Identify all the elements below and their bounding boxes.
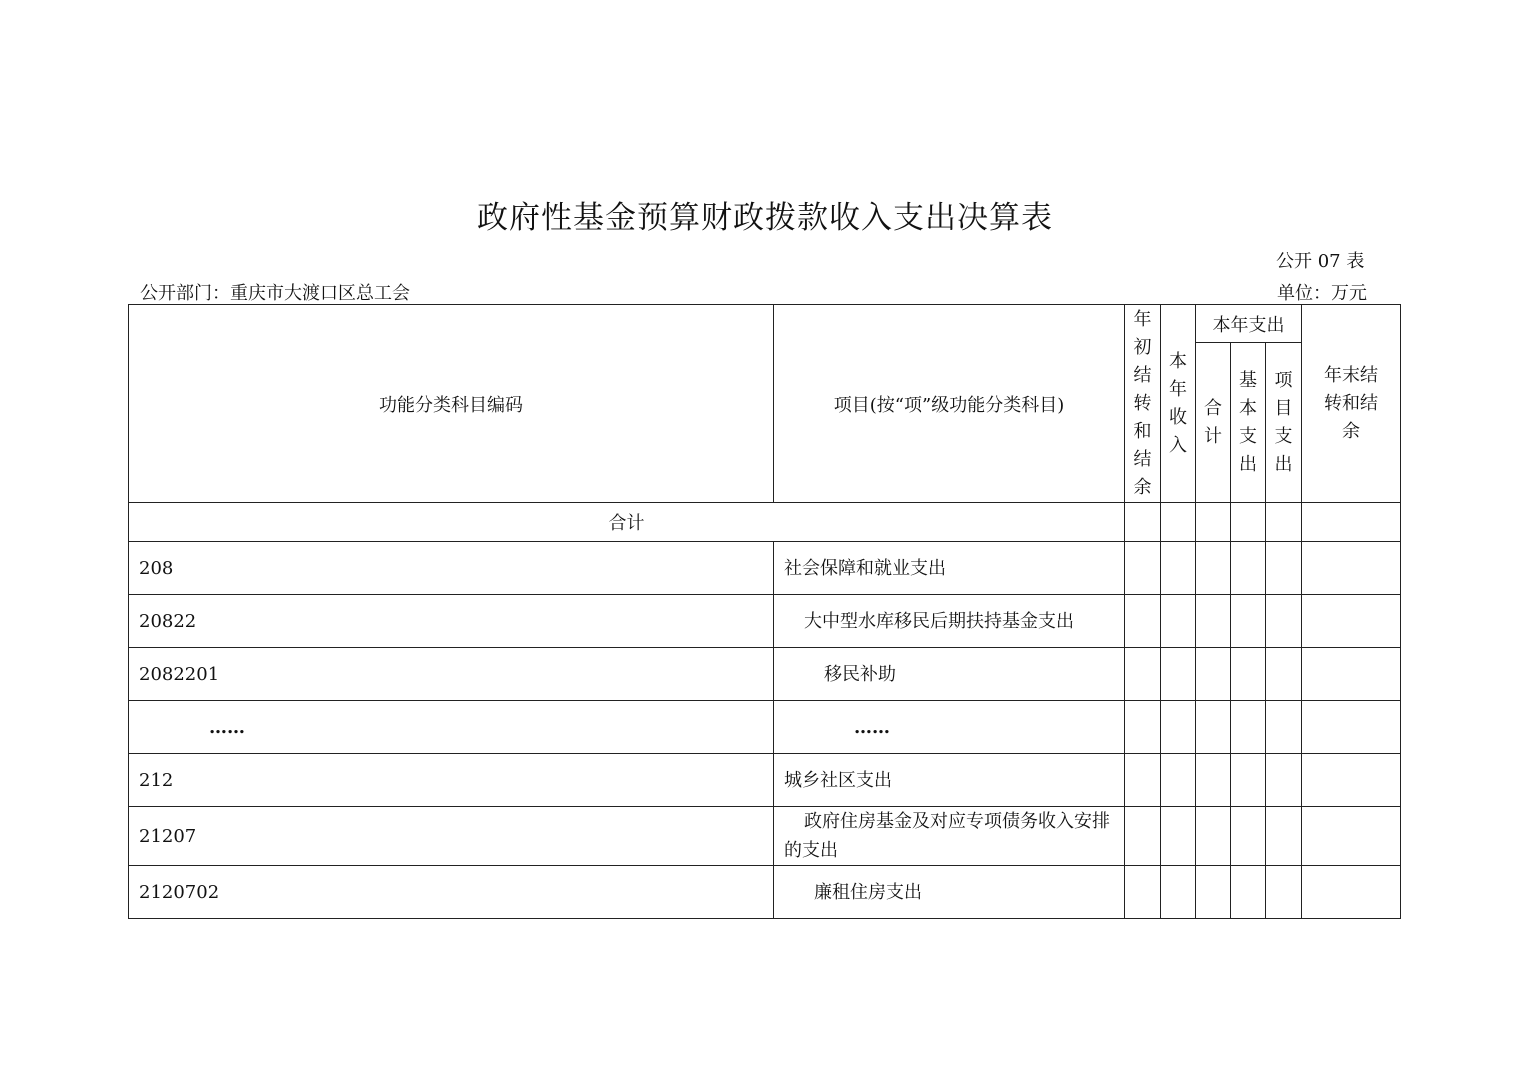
row-item: 政府住房基金及对应专项债务收入安排的支出 bbox=[774, 807, 1125, 866]
row-code: 208 bbox=[129, 542, 774, 595]
cell bbox=[1161, 503, 1196, 542]
row-item: 大中型水库移民后期扶持基金支出 bbox=[774, 595, 1125, 648]
cell bbox=[1125, 503, 1161, 542]
header-expense-group: 本年支出 bbox=[1196, 305, 1302, 343]
department-label: 公开部门：重庆市大渡口区总工会 bbox=[140, 283, 410, 304]
header-end-balance: 年末结 转和结 余 bbox=[1302, 305, 1401, 503]
row-code: 21207 bbox=[129, 807, 774, 866]
cell bbox=[1266, 503, 1302, 542]
header-income: 本 年 收 入 bbox=[1161, 305, 1196, 503]
row-code: …… bbox=[129, 701, 774, 754]
cell bbox=[1231, 503, 1266, 542]
row-code: 20822 bbox=[129, 595, 774, 648]
table-row bbox=[129, 866, 1401, 919]
table-row bbox=[129, 754, 1401, 807]
row-code: 212 bbox=[129, 754, 774, 807]
unit-label: 单位：万元 bbox=[1277, 283, 1367, 304]
row-item: 社会保障和就业支出 bbox=[774, 542, 1125, 595]
row-code: 2082201 bbox=[129, 648, 774, 701]
table-row bbox=[129, 542, 1401, 595]
header-expense-project: 项 目 支 出 bbox=[1266, 343, 1302, 503]
table-row bbox=[129, 595, 1401, 648]
row-item: 廉租住房支出 bbox=[774, 866, 1125, 919]
page-title: 政府性基金预算财政拨款收入支出决算表 bbox=[477, 200, 1053, 236]
row-item: 城乡社区支出 bbox=[774, 754, 1125, 807]
header-code: 功能分类科目编码 bbox=[129, 305, 774, 503]
table-row bbox=[129, 807, 1401, 866]
cell bbox=[1196, 503, 1231, 542]
table-row bbox=[129, 701, 1401, 754]
form-number: 公开 07 表 bbox=[1276, 251, 1365, 272]
row-item: …… bbox=[774, 701, 1125, 754]
row-code: 2120702 bbox=[129, 866, 774, 919]
header-item: 项目(按“项”级功能分类科目) bbox=[774, 305, 1125, 503]
header-expense-basic: 基 本 支 出 bbox=[1231, 343, 1266, 503]
header-begin-balance: 年 初 结 转 和 结 余 bbox=[1125, 305, 1161, 503]
row-item: 移民补助 bbox=[774, 648, 1125, 701]
total-row-label: 合计 bbox=[129, 503, 1125, 542]
budget-table bbox=[128, 304, 1401, 919]
header-expense-total: 合 计 bbox=[1196, 343, 1231, 503]
table-row bbox=[129, 648, 1401, 701]
cell bbox=[1302, 503, 1401, 542]
